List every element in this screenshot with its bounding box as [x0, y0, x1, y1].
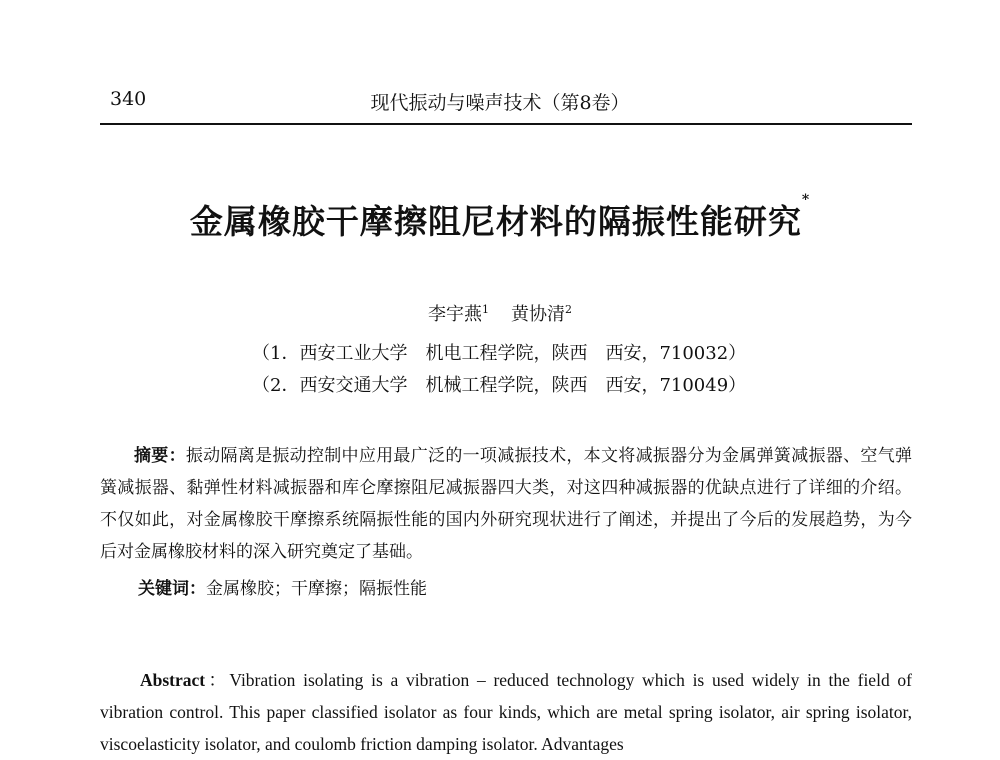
keywords-text: 金属橡胶；干摩擦；隔振性能: [206, 579, 427, 599]
english-abstract-label: Abstract: [140, 670, 206, 690]
author-affiliation-mark: 1: [482, 303, 489, 316]
affiliation-2: （2．西安交通大学 机械工程学院，陕西 西安，710049）: [252, 375, 747, 396]
article-title-text: 金属橡胶干摩擦阻尼材料的隔振性能研究: [189, 202, 802, 241]
header-rule: [100, 123, 912, 125]
page-number: 340: [110, 88, 147, 110]
abstract-label: 摘要：: [134, 446, 186, 466]
english-abstract: [100, 664, 912, 760]
chinese-abstract: [100, 440, 912, 568]
journal-title: 现代振动与噪声技术（第8卷）: [370, 92, 630, 114]
author-name: 黄协清: [511, 304, 565, 325]
english-abstract-text: Vibration isolating is a vibration – reduced technology which is used widely in the field of vibration control. This paper classified isolator as four kinds, which are metal spring isolator, air spring isolator, viscoelasticity isolator, and coulomb friction damping isolator. Advantages: [100, 670, 913, 754]
chinese-keywords: [138, 574, 427, 599]
article-title: [0, 192, 1000, 243]
author-list: [0, 300, 1000, 326]
affiliation-1: （1．西安工业大学 机电工程学院，陕西 西安，710032）: [252, 343, 747, 364]
english-abstract-separator: ：: [205, 670, 230, 690]
keywords-label: 关键词：: [138, 579, 206, 599]
title-footnote-mark: *: [801, 192, 811, 208]
abstract-text: 振动隔离是振动控制中应用最广泛的一项减振技术，本文将减振器分为金属弹簧减振器、空气弹簧减振器、黏弹性材料减振器和库仑摩擦阻尼减振器四大类，对这四种减振器的优缺点进行了详细的介绍。不仅如此，对金属橡胶干摩擦系统隔振性能的国内外研究现状进行了阐述，并提出了今后的发展趋势，为今后对金属橡胶材料的深入研究奠定了基础。: [100, 446, 913, 562]
author-name: 李宇燕: [428, 304, 482, 325]
author-affiliation-mark: 2: [565, 303, 572, 316]
